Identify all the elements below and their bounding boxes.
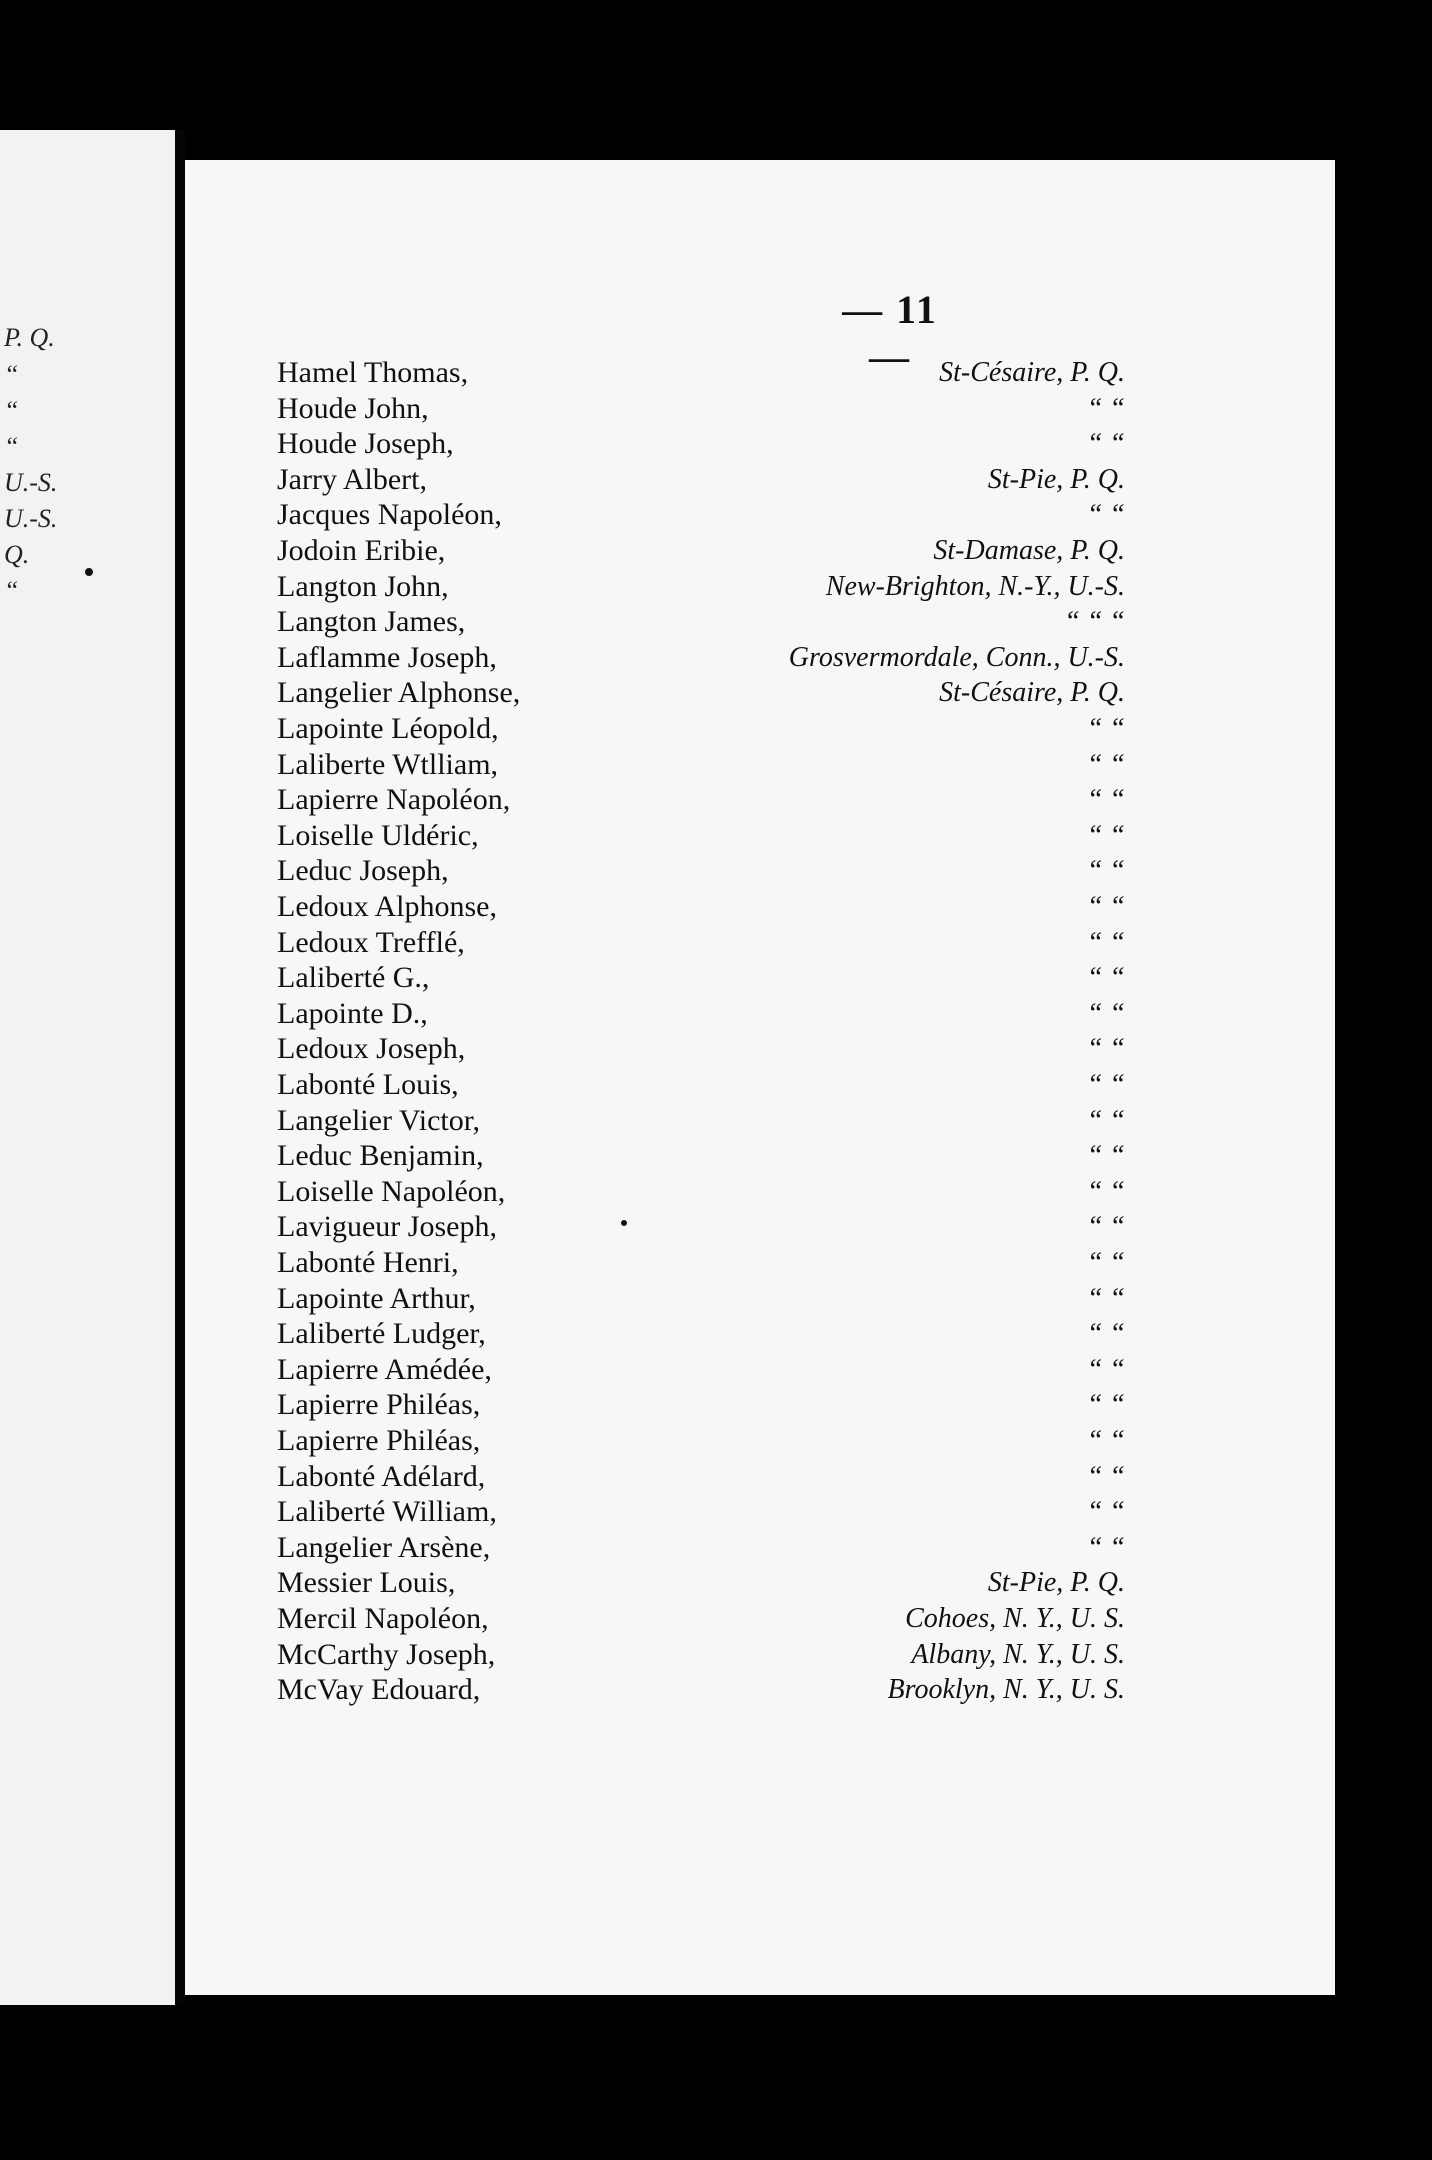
person-name: Laflamme Joseph, [277, 640, 497, 674]
list-item [185, 711, 1335, 747]
place-name: “ “ [1086, 926, 1125, 958]
document-page [185, 160, 1335, 1995]
list-item [185, 1138, 1335, 1174]
place-name: “ “ [1086, 855, 1125, 887]
person-name: Leduc Benjamin, [277, 1139, 484, 1173]
list-item [185, 1352, 1335, 1388]
place-name: “ “ [1086, 1104, 1125, 1136]
person-name: Lapointe Arthur, [277, 1281, 476, 1315]
person-name: Loiselle Uldéric, [277, 818, 479, 852]
page-gutter [175, 130, 185, 2005]
person-name: Hamel Thomas, [277, 356, 469, 389]
person-name: Langelier Victor, [277, 1103, 481, 1137]
place-name: “ “ [1086, 997, 1125, 1029]
person-name: Laliberté G., [277, 961, 430, 995]
list-item [185, 1601, 1335, 1637]
place-name: Grosvermordale, Conn., U.-S. [788, 641, 1125, 673]
list-item [185, 1387, 1335, 1423]
place-name: “ “ [1086, 784, 1125, 816]
list-item [185, 818, 1335, 854]
place-name: “ “ [1086, 962, 1125, 994]
place-name: Brooklyn, N. Y., U. S. [887, 1674, 1125, 1706]
place-name: “ “ [1086, 1425, 1125, 1456]
list-item [185, 569, 1335, 605]
place-name: “ “ [1086, 1069, 1125, 1100]
person-name: Lapierre Amédée, [277, 1352, 492, 1386]
place-name: “ “ [1086, 428, 1125, 460]
left-page-fragment: “ [4, 396, 19, 425]
place-name: “ “ “ [1064, 606, 1125, 638]
place-name: “ “ [1086, 1175, 1125, 1207]
list-item [185, 391, 1335, 427]
person-name: Laliberte Wtlliam, [277, 747, 499, 781]
list-item [185, 355, 1335, 391]
left-page-fragment: Q. [4, 540, 30, 569]
left-page-fragment: “ [4, 432, 19, 461]
place-name: “ “ [1086, 1496, 1125, 1528]
list-item [185, 747, 1335, 783]
list-item [185, 1245, 1335, 1281]
person-name: Lapointe D., [277, 996, 428, 1030]
left-page-fragment: U.-S. [4, 468, 58, 497]
person-name: Ledoux Trefflé, [277, 925, 465, 959]
left-page-fragment: “ [4, 360, 19, 389]
place-name: St-Damase, P. Q. [933, 535, 1125, 566]
person-name: Lavigueur Joseph, [277, 1210, 497, 1244]
list-item [185, 675, 1335, 711]
person-name: Langton James, [277, 605, 466, 639]
person-name: Ledoux Alphonse, [277, 890, 497, 923]
person-name: Jodoin Eribie, [277, 534, 446, 567]
place-name: “ “ [1086, 1033, 1125, 1065]
left-page-edge [0, 130, 175, 2005]
place-name: “ “ [1086, 1282, 1125, 1314]
list-item [185, 640, 1335, 676]
list-item [185, 497, 1335, 533]
left-page-fragment: “ [4, 576, 19, 605]
place-name: “ “ [1086, 392, 1125, 424]
place-name: Albany, N. Y., U. S. [911, 1638, 1125, 1670]
person-name: Labonté Adélard, [277, 1459, 486, 1493]
place-name: St-Césaire, P. Q. [939, 357, 1125, 388]
place-name: St-Pie, P. Q. [987, 1567, 1125, 1599]
list-item [185, 960, 1335, 996]
list-item [185, 996, 1335, 1032]
list-item [185, 604, 1335, 640]
person-name: Laliberté Ludger, [277, 1317, 486, 1351]
list-item [185, 1530, 1335, 1566]
place-name: Cohoes, N. Y., U. S. [905, 1603, 1125, 1634]
place-name: “ “ [1086, 499, 1125, 531]
person-name: McVay Edouard, [277, 1673, 481, 1707]
person-name: Langelier Arsène, [277, 1530, 491, 1564]
person-name: Leduc Joseph, [277, 854, 449, 888]
list-item [185, 1637, 1335, 1673]
list-item [185, 782, 1335, 818]
place-name: “ “ [1086, 1247, 1125, 1278]
person-name: Labonté Henri, [277, 1246, 459, 1279]
person-name: Jacques Napoléon, [277, 498, 502, 532]
person-name: Mercil Napoléon, [277, 1602, 489, 1635]
place-name: “ “ [1086, 1389, 1125, 1421]
person-name: Langton John, [277, 569, 449, 603]
list-item [185, 1281, 1335, 1317]
place-name: “ “ [1086, 713, 1125, 744]
ink-speck [621, 1220, 627, 1226]
person-name: Houde John, [277, 391, 429, 425]
left-page-fragment: U.-S. [4, 504, 58, 533]
list-item [185, 533, 1335, 569]
list-item [185, 1209, 1335, 1245]
list-item [185, 853, 1335, 889]
list-item [185, 426, 1335, 462]
person-name: McCarthy Joseph, [277, 1637, 496, 1671]
place-name: “ “ [1086, 1140, 1125, 1172]
person-name: Loiselle Napoléon, [277, 1174, 506, 1208]
place-name: St-Pie, P. Q. [987, 463, 1125, 495]
place-name: “ “ [1086, 1460, 1125, 1492]
list-item [185, 1565, 1335, 1601]
page-number: — 11 — [842, 287, 938, 379]
place-name: New-Brighton, N.-Y., U.-S. [825, 570, 1125, 602]
list-item [185, 462, 1335, 498]
person-name: Lapierre Philéas, [277, 1388, 481, 1422]
place-name: “ “ [1086, 1318, 1125, 1350]
list-item [185, 1316, 1335, 1352]
list-item [185, 1672, 1335, 1708]
person-name: Ledoux Joseph, [277, 1032, 466, 1066]
person-name: Lapierre Napoléon, [277, 783, 511, 817]
place-name: “ “ [1086, 748, 1125, 780]
person-name: Jarry Albert, [277, 462, 427, 496]
place-name: St-Césaire, P. Q. [939, 677, 1125, 709]
list-item [185, 1103, 1335, 1139]
ink-speck [85, 568, 93, 576]
place-name: “ “ [1086, 1353, 1125, 1385]
list-item [185, 1494, 1335, 1530]
place-name: “ “ [1086, 1531, 1125, 1563]
list-item [185, 1174, 1335, 1210]
person-name: Labonté Louis, [277, 1068, 459, 1101]
place-name: “ “ [1086, 819, 1125, 851]
left-page-fragment: P. Q. [4, 323, 55, 352]
person-name: Messier Louis, [277, 1566, 456, 1600]
person-name: Lapointe Léopold, [277, 712, 499, 745]
list-item [185, 1067, 1335, 1103]
person-name: Houde Joseph, [277, 427, 454, 461]
list-item [185, 925, 1335, 961]
person-name: Lapierre Philéas, [277, 1424, 481, 1457]
list-item [185, 1423, 1335, 1459]
place-name: “ “ [1086, 891, 1125, 922]
list-item [185, 1459, 1335, 1495]
person-name: Laliberté William, [277, 1495, 497, 1529]
place-name: “ “ [1086, 1211, 1125, 1243]
list-item [185, 889, 1335, 925]
list-item [185, 1031, 1335, 1067]
person-name: Langelier Alphonse, [277, 676, 521, 710]
